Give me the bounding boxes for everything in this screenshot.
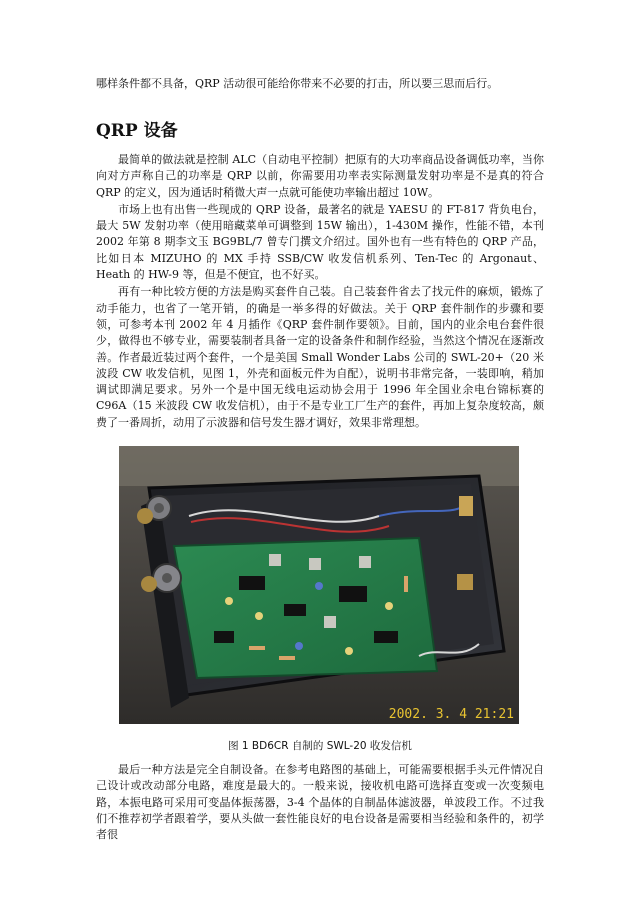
paragraph-3: 再有一种比较方便的方法是购买套件自己装。自己装套件省去了找元件的麻烦，锻炼了动手能力，也省了一笔开销，的确是一举多得的好做法。关于 QRP 套件制作的步骤和要领，可参考本刊 2002 年 4 月插作《QRP 套件制作要领》。目前，国内的业余电台套件很少，做得也不够专业，需要装制者具备一定的设备条件和制作经验，当然这个情况在逐渐改善。作者最近装过两个套件，一个是美国 Small Wonder Labs 公司的 SWL-20+（20 米波段 CW 收发信机，见图 1，外壳和面板元件为自配），说明书非常完备，一装即响，稍加调试即满足要求。另外一个是中国无线电运动协会用于 1996 年全国业余电台锦标赛的 C96A（15 米波段 CW 收发信机），由于不是专业工厂生产的套件，再加上复杂度较高，颇费了一番周折，动用了示波器和信号发生器才调好，效果非常理想。 (96, 285, 544, 429)
paragraph-2: 市场上也有出售一些现成的 QRP 设备，最著名的就是 YAESU 的 FT-817 背负电台，最大 5W 发射功率（使用暗藏菜单可调整到 15W 输出），1-430M 操作，性能不错，本刊 2002 年第 8 期李文玉 BG9BL/7 曾专门撰文介绍过。国外也有一些有特色的 QRP 产品，比如日本 MIZUHO 的 MX 手持 SSB/CW 收发信机系列、Ten-Tec 的 Argonaut、Heath 的 HW-9 等，但是不便宜，也不好买。 (96, 202, 544, 282)
section-title: QRP 设备 (96, 121, 178, 141)
figure-photo (119, 446, 519, 724)
closing-paragraph: 最后一种方法是完全自制设备。在参考电路图的基础上，可能需要根据手头元件情况自己设计或改动部分电路，难度是最大的。一般来说，接收机电路可选择直变或一次变频电路，本振电路可采用可变晶体振荡器，3-4 个晶体的自制晶体滤波器，单波段工作。不过我们不推荐初学者跟着学，要从头做一套性能良好的电台设备是需要相当经验和条件的，初学者很 (96, 763, 544, 842)
body-text (96, 152, 544, 431)
intro-line: 哪样条件都不具备，QRP 活动很可能给你带来不必要的打击，所以要三思而后行。 (96, 77, 499, 90)
figure-caption: 图 1 BD6CR 自制的 SWL-20 收发信机 (228, 740, 412, 752)
transceiver-photo-illustration (119, 446, 519, 724)
photo-timestamp: 2002. 3. 4 21:21 (388, 707, 514, 722)
paragraph-1: 最简单的做法就是控制 ALC（自动电平控制）把原有的大功率商品设备调低功率，当你向对方声称自己的功率是 QRP 以前，你需要用功率表实际测量发射功率是不是真的符合 QRP 的定义，因为通话时稍微大声一点就可能使功率输出超过 10W。 (96, 153, 544, 199)
closing-text (96, 762, 544, 843)
